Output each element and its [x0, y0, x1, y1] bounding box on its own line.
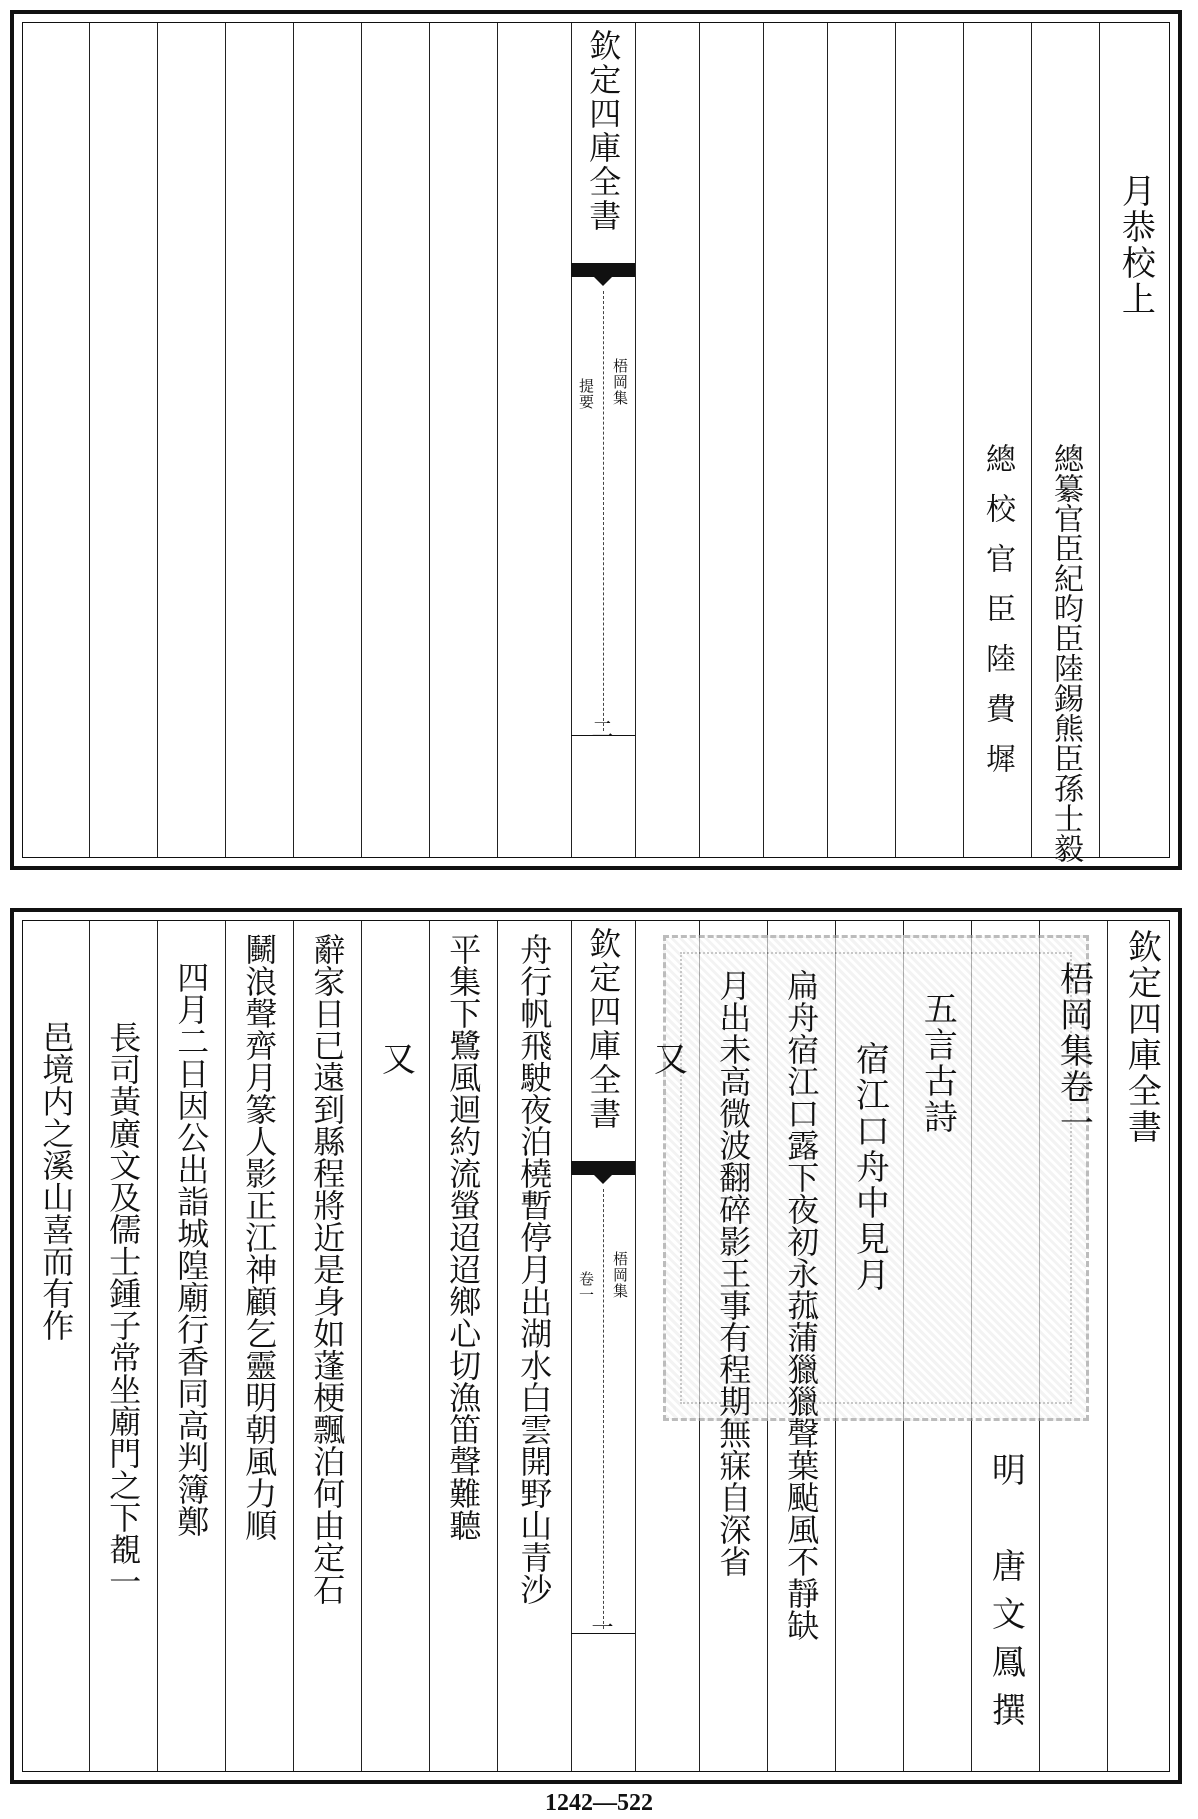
bottom-col-poem3-line1: [293, 921, 361, 1771]
top-page-frame: [22, 22, 1170, 863]
bottom-center-section-label: 卷一: [577, 1271, 595, 1303]
bottom-col-poem4-line1: [157, 921, 225, 1771]
poem3-line1: 辭家日已遠到縣程將近是身如蓬梗飄泊何由定石: [308, 933, 347, 1605]
poem3-title: 又: [375, 1041, 416, 1077]
poem4-line2: 長司黃廣文及儒士鍾子常坐廟門之下覩一: [104, 1021, 143, 1597]
bottom-header: 欽定四庫全書: [1121, 929, 1162, 1145]
poem2-line1: 舟行帆飛駛夜泊橈暫停月出湖水白雲開野山青沙: [515, 933, 554, 1605]
bottom-col-author: [971, 921, 1039, 1771]
bottom-col-poem4-line3: [23, 921, 89, 1771]
bottom-center-strip: [571, 921, 635, 1771]
top-col-proofreader: [963, 23, 1031, 857]
center-dash-line: [603, 1189, 604, 1629]
chief-editors-line: 總纂官臣紀昀臣陸錫熊臣孫士毅: [1048, 443, 1083, 863]
poem3-line2: 鬭浪聲齊月篆人影正江神顧乞靈明朝風力順: [240, 933, 279, 1541]
fish-tail-mark: [571, 1161, 635, 1175]
bottom-col-poem4-line2: [89, 921, 157, 1771]
poem4-line3: 邑境内之溪山喜而有作: [37, 1021, 76, 1341]
bottom-col-poem1-line2: [699, 921, 767, 1771]
poem1-line1: 扁舟宿江口露下夜初永菰蒲獵獵聲葉颭風不靜缺: [782, 969, 821, 1641]
poem4-line1: 四月二日因公出詣城隍廟行香同高判簿鄭: [172, 961, 211, 1537]
center-dash-line: [603, 291, 604, 731]
bottom-page-frame: [22, 920, 1170, 1772]
top-center-header: 欽定四庫全書: [584, 29, 623, 233]
chief-proofreader-line: 總校官臣陸費墀: [980, 443, 1015, 793]
bottom-col-poem1-title: [835, 921, 903, 1771]
top-page: [10, 10, 1182, 870]
bottom-center-book-label: 梧岡集: [611, 1251, 629, 1299]
poem2-title: 又: [647, 1041, 688, 1077]
author: 唐文鳳撰: [985, 1548, 1026, 1740]
top-col-collated: [1099, 23, 1171, 857]
collated-line: 月恭校上: [1115, 173, 1156, 317]
top-center-page-number: 二: [591, 718, 615, 743]
bottom-center-page-number: 一: [591, 1616, 615, 1641]
bottom-col-poem2-line2: [429, 921, 497, 1771]
top-col-editors: [1031, 23, 1099, 863]
section-heading: 五言古詩: [917, 991, 958, 1135]
dynasty: 明: [985, 1452, 1026, 1488]
bottom-center-header: 欽定四庫全書: [584, 927, 623, 1131]
bottom-col-poem3-title: [361, 921, 429, 1771]
top-center-book-label: 梧岡集: [611, 358, 629, 406]
bottom-page: [10, 908, 1182, 1784]
top-center-strip: [571, 23, 635, 857]
poem1-line2: 月出未高微波翻碎影王事有程期無寐自深省: [714, 969, 753, 1577]
bottom-col-poem1-line1: [767, 921, 835, 1771]
bottom-col-section: [903, 921, 971, 1771]
bottom-col-poem2-title: [635, 921, 699, 1771]
bottom-col-poem2-line1: [497, 921, 571, 1771]
poem2-line2: 平集下鷺風迴約流螢迢迢鄉心切漁笛聲難聽: [444, 933, 483, 1541]
bottom-col-poem3-line2: [225, 921, 293, 1771]
bottom-col-title: [1039, 921, 1107, 1771]
page-reference: 1242—522: [545, 1790, 653, 1816]
poem1-title: 宿江口舟中見月: [849, 1041, 890, 1293]
fish-tail-mark: [571, 263, 635, 277]
book-title: 梧岡集卷一: [1053, 961, 1094, 1141]
top-center-section-label: 提要: [577, 378, 595, 410]
bottom-col-header: [1107, 921, 1175, 1771]
